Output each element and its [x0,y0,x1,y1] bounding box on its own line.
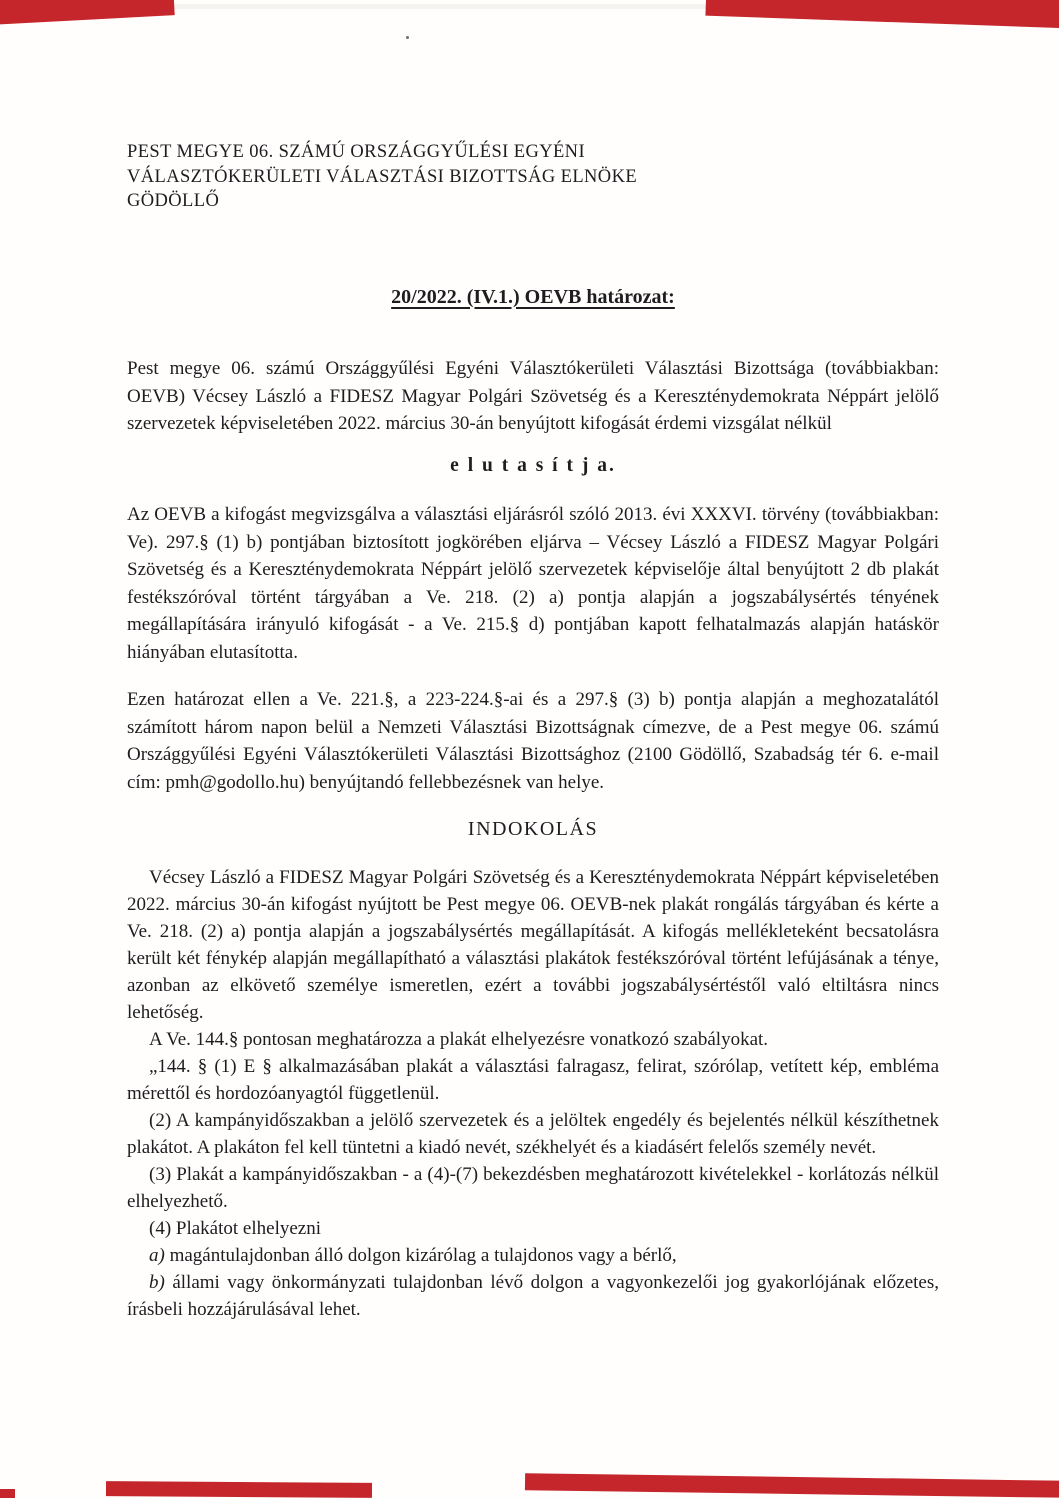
list-item-a [127,1242,939,1269]
scan-speck-artifact [406,36,409,39]
red-scan-mark-top-left [0,0,175,25]
letterhead-line-2: VÁLASZTÓKERÜLETI VÁLASZTÁSI BIZOTTSÁG ELNÖKE [127,166,638,187]
reasoning-paragraph-4: (2) A kampányidőszakban a jelölő szervezetek és a jelöltek engedély és bejelentés nélkül készíthetnek plakátot. A plakáton fel kell tüntetni a kiadó nevét, székhelyét és a kiadásért felelős személy nevét. [127,1109,939,1158]
ruling-paragraph: Az OEVB a kifogást megvizsgálva a választási eljárásról szóló 2013. évi XXXVI. törvény (továbbiakban: Ve). 297.§ (1) b) pontjában biztosított jogkörében eljárva – Vécsey László a FIDESZ Magyar Polgári Szövetség és a Kereszténydemokrata Néppárt jelölő szervezetek képviselője által benyújtott 2 db plakát festékszóróval történt tárgyában a Ve. 218. (2) a) pontja alapján a jogszabálysértés tényének megállapítására irányuló kifogását - a Ve. 215.§ d) pontjában kapott felhatalmazás alapján hatáskör hiányában elutasította. [127,504,939,663]
list-item-b-marker: b) [149,1271,165,1293]
decision-title-text: 20/2022. (IV.1.) OEVB határozat: [391,285,675,308]
section-heading-indokolas: INDOKOLÁS [467,818,599,840]
reasoning-paragraph-5: (3) Plakát a kampányidőszakban - a (4)-(7) bekezdésben meghatározott kivételekkel - korlátozás nélkül elhelyezhető. [127,1163,939,1212]
red-scan-mark-bottom-corner [0,1489,15,1498]
list-item-a-marker: a) [149,1244,165,1266]
red-scan-mark-top-right [705,0,1059,28]
list-item-b-text: állami vagy önkormányzati tulajdonban lévő dolgon a vagyonkezelői jog gyakorlójának előzetes, írásbeli hozzájárulásával lehet. [127,1271,939,1320]
red-scan-mark-bottom-right [525,1473,1059,1498]
red-scan-mark-bottom-left [106,1481,372,1498]
letterhead-line-1: PEST MEGYE 06. SZÁMÚ ORSZÁGGYŰLÉSI EGYÉNI [127,142,586,162]
appeal-paragraph: Ezen határozat ellen a Ve. 221.§, a 223-224.§-ai és a 297.§ (3) b) pontja alapján a meghozatalától számított három napon belül a Nemzeti Választási Bizottságnak címezve, de a Pest megye 06. számú Országgyűlési Egyéni Választókerületi Választási Bizottsághoz (2100 Gödöllő, Szabadság tér 6. e-mail cím: pmh@godollo.hu) benyújtandó fellebbezésnek van helye. [127,689,939,793]
intro-paragraph: Pest megye 06. számú Országgyűlési Egyéni Választókerületi Választási Bizottsága (továbbiakban: OEVB) Vécsey László a FIDESZ Magyar Polgári Szövetség és a Kereszténydemokrata Néppárt jelölő szervezetek képviseletében 2022. március 30-án benyújtott kifogását érdemi vizsgálat nélkül [127,358,939,434]
reasoning-section [127,864,939,1323]
decision-title [127,284,939,312]
reasoning-paragraph-6: (4) Plakátot elhelyezni [149,1217,321,1239]
verdict-text: e l u t a s í t j a. [450,454,616,476]
document-body [127,140,939,1323]
list-item-a-text: magántulajdonban álló dolgon kizárólag a tulajdonos vagy a bérlő, [164,1244,677,1266]
list-item-b [127,1269,939,1323]
letterhead-line-3: GÖDÖLLŐ [127,191,220,211]
reasoning-paragraph-2: A Ve. 144.§ pontosan meghatározza a plakát elhelyezésre vonatkozó szabályokat. [149,1028,769,1050]
letterhead [127,140,939,214]
reasoning-paragraph-1: Vécsey László a FIDESZ Magyar Polgári Szövetség és a Kereszténydemokrata Néppárt képviseletében 2022. március 30-án kifogást nyújtott be Pest megye 06. OEVB-nek plakát rongálás tárgyában és kérte a Ve. 218. (2) a) pontja alapján a jogszabálysértés megállapítását. A kifogás mellékleteként becsatolásra került két fénykép alapján megállapítható a választási plakátok festékszóróval történt lefújásának a ténye, azonban az elkövető személye ismeretlen, ezért a további jogszabálysértéstől való eltiltásra nincs lehetőség. [127,866,939,1023]
reasoning-paragraph-3: „144. § (1) E § alkalmazásában plakát a választási falragasz, felirat, szórólap, vetített kép, embléma mérettől és hordozóanyagtól függetlenül. [127,1055,939,1104]
